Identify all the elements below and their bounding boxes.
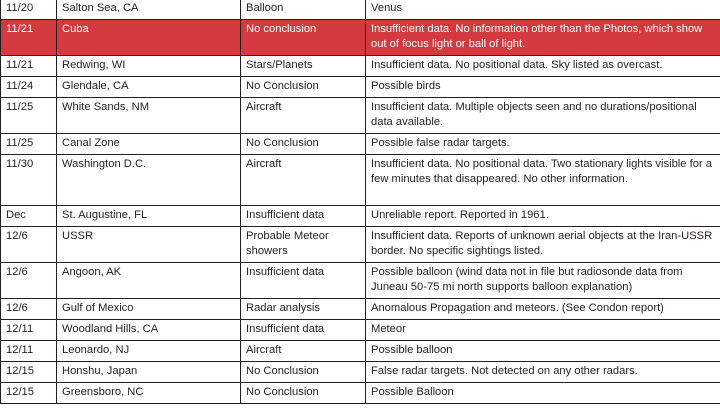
table-row	[1, 362, 720, 383]
evaluation-cell: Balloon	[241, 0, 366, 20]
comments-cell: False radar targets. Not detected on any other radars.	[366, 362, 720, 383]
location-cell: Washington D.C.	[57, 155, 241, 206]
location-cell: USSR	[57, 227, 241, 263]
date-cell: 12/6	[1, 227, 57, 263]
date-cell: 11/24	[1, 77, 57, 98]
location-cell: White Sands, NM	[57, 98, 241, 134]
table-row	[1, 134, 720, 155]
evaluation-cell: Insufficient data	[241, 263, 366, 299]
date-cell: 11/20	[1, 0, 57, 20]
table-row	[1, 77, 720, 98]
table-row	[1, 341, 720, 362]
comments-cell: Possible balloon	[366, 341, 720, 362]
table-row	[1, 0, 720, 20]
comments-cell: Insufficient data. No positional data. Sky listed as overcast.	[366, 56, 720, 77]
location-cell: Greensboro, NC	[57, 383, 241, 404]
date-cell: Dec	[1, 206, 57, 227]
table-row	[1, 155, 720, 206]
date-cell: 11/21	[1, 56, 57, 77]
comments-cell: Venus	[366, 0, 720, 20]
evaluation-cell: No Conclusion	[241, 362, 366, 383]
location-cell: Gulf of Mexico	[57, 299, 241, 320]
location-cell: Honshu, Japan	[57, 362, 241, 383]
table-row-highlighted	[1, 20, 720, 56]
comments-cell: Insufficient data. Reports of unknown aerial objects at the Iran-USSR border. No specific sightings listed.	[366, 227, 720, 263]
location-cell: Redwing, WI	[57, 56, 241, 77]
evaluation-cell: Aircraft	[241, 341, 366, 362]
evaluation-cell: No Conclusion	[241, 77, 366, 98]
comments-cell: Anomalous Propagation and meteors. (See Condon report)	[366, 299, 720, 320]
comments-cell: Insufficient data. No positional data. Two stationary lights visible for a few minutes that disappeared. No other information.	[366, 155, 720, 206]
date-cell: 11/25	[1, 134, 57, 155]
table-row	[1, 383, 720, 404]
date-cell: 12/6	[1, 299, 57, 320]
location-cell: Salton Sea, CA	[57, 0, 241, 20]
evaluation-cell: Aircraft	[241, 98, 366, 134]
table-row	[1, 206, 720, 227]
date-cell: 11/25	[1, 98, 57, 134]
comments-cell: Possible false radar targets.	[366, 134, 720, 155]
date-cell: 11/21	[1, 20, 57, 56]
table-row	[1, 263, 720, 299]
evaluation-cell: Aircraft	[241, 155, 366, 206]
location-cell: Angoon, AK	[57, 263, 241, 299]
table-row	[1, 227, 720, 263]
evaluation-cell: No conclusion	[241, 20, 366, 56]
table-row	[1, 320, 720, 341]
evaluation-cell: No Conclusion	[241, 134, 366, 155]
location-cell: Glendale, CA	[57, 77, 241, 98]
location-cell: St. Augustine, FL	[57, 206, 241, 227]
comments-cell: Possible birds	[366, 77, 720, 98]
location-cell: Canal Zone	[57, 134, 241, 155]
comments-cell: Meteor	[366, 320, 720, 341]
table-row	[1, 299, 720, 320]
comments-cell: Unreliable report. Reported in 1961.	[366, 206, 720, 227]
location-cell: Cuba	[57, 20, 241, 56]
location-cell: Leonardo, NJ	[57, 341, 241, 362]
location-cell: Woodland Hills, CA	[57, 320, 241, 341]
evaluation-cell: No Conclusion	[241, 383, 366, 404]
evaluation-cell: Insufficient data	[241, 320, 366, 341]
table-row	[1, 56, 720, 77]
evaluation-cell: Insufficient data	[241, 206, 366, 227]
date-cell: 12/11	[1, 320, 57, 341]
comments-cell: Insufficient data. No information other than the Photos, which show out of focus light or ball of light.	[366, 20, 720, 56]
comments-cell: Possible balloon (wind data not in file but radiosonde data from Juneau 50-75 mi north supports balloon explanation)	[366, 263, 720, 299]
evaluation-cell: Radar analysis	[241, 299, 366, 320]
date-cell: 11/30	[1, 155, 57, 206]
date-cell: 12/11	[1, 341, 57, 362]
date-cell: 12/15	[1, 362, 57, 383]
table-row	[1, 98, 720, 134]
evaluation-cell: Stars/Planets	[241, 56, 366, 77]
date-cell: 12/6	[1, 263, 57, 299]
evaluation-cell: Probable Meteor showers	[241, 227, 366, 263]
comments-cell: Insufficient data. Multiple objects seen and no durations/positional data available.	[366, 98, 720, 134]
date-cell: 12/15	[1, 383, 57, 404]
comments-cell: Possible Balloon	[366, 383, 720, 404]
